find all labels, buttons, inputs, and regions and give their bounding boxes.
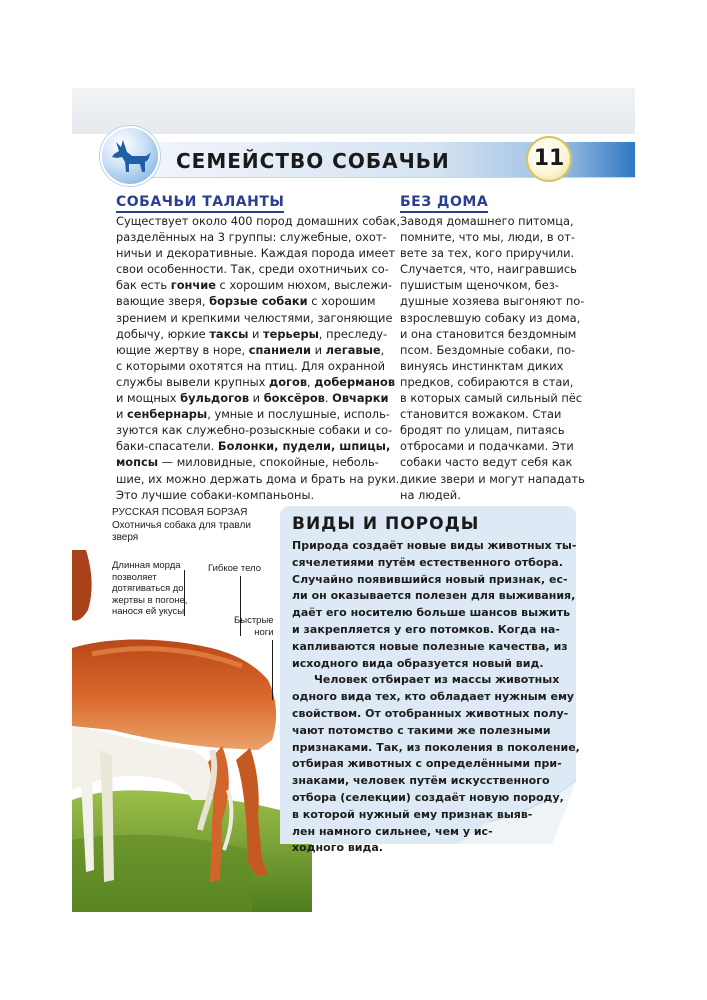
talents-text-line: зрением и крепкими челюстями, загоняющие [116, 310, 393, 325]
homeless-text-line: помните, что мы, люди, в от- [400, 230, 575, 245]
page-number: 11 [526, 136, 572, 182]
info-box-heading: ВИДЫ И ПОРОДЫ [292, 514, 480, 534]
homeless-text-line: отбросами и подачками. Эти [400, 439, 574, 454]
talents-text-line: с которыми охотятся на птиц. Для охранной [116, 358, 386, 373]
info-text-line: ли он оказывается полезен для выживания, [292, 589, 576, 603]
homeless-text-line: Случается, что, наигравшись [400, 262, 577, 277]
homeless-text-line: душные хозяева выгоняют по- [400, 294, 585, 309]
label-fast-legs [234, 615, 274, 638]
label-muzzle-line: дотягиваться до [112, 583, 184, 594]
homeless-text-line: бродят по улицам, питаясь [400, 423, 565, 438]
talents-text [116, 213, 400, 503]
homeless-text [400, 213, 585, 503]
homeless-text-line: псом. Бездомные собаки, по- [400, 342, 576, 357]
homeless-text-line: предков, собираются в стаи, [400, 374, 574, 389]
talents-text-line: добычу, юркие таксы и терьеры, преследу- [116, 326, 388, 341]
talents-text-line: разделённых на 3 группы: служебные, охот- [116, 230, 387, 245]
info-text-line: знаками, человек путём искусственного [292, 774, 550, 788]
talents-text-line: бак есть гончие с хорошим нюхом, выслежи- [116, 278, 393, 293]
info-text-line: одного вида тех, кто обладает нужным ему [292, 690, 575, 704]
homeless-text-line: на людей. [400, 487, 461, 502]
homeless-text-line: взрослевшую собаку из дома, [400, 310, 581, 325]
info-text-line: лен намного сильнее, чем у ис- [292, 824, 493, 838]
label-flexible-body [208, 563, 261, 575]
label-muzzle-line: жертвы в погоне, [112, 594, 188, 606]
info-text-line: и закрепляется у его потомков. Когда на- [292, 622, 560, 636]
figure-caption [112, 507, 251, 545]
talents-text-line: вающие зверя, борзые собаки с хорошим [116, 294, 376, 309]
talents-text-line: шие, их можно держать дома и брать на руки. [116, 471, 400, 486]
label-body-line: Гибкое тело [208, 563, 261, 574]
info-text-line: Человек отбирает из массы животных [314, 673, 560, 687]
label-legs-line: Быстрые [234, 615, 274, 626]
label-muzzle-line: позволяет [112, 571, 157, 583]
header-badge [100, 126, 160, 186]
page-title: СЕМЕЙСТВО СОБАЧЬИ [176, 149, 450, 173]
dog-silhouette-icon [108, 138, 154, 176]
talents-text-line: Это лучшие собаки-компаньоны. [116, 487, 315, 502]
homeless-text-line: винуясь инстинктам диких [400, 358, 564, 373]
homeless-text-line: в которых самый сильный пёс [400, 391, 583, 406]
homeless-text-line: пушистым щеночком, без- [400, 278, 559, 293]
talents-text-line: мопсы — миловидные, спокойные, неболь- [116, 455, 379, 470]
talents-text-line: и мощных бульдогов и боксёров. Овчарки [116, 391, 389, 406]
homeless-text-line: и она становится бездомным [400, 326, 577, 341]
talents-text-line: баки-спасатели. Болонки, пудели, шпицы, [116, 439, 391, 454]
homeless-text-line: вете за тех, кого приручили. [400, 246, 575, 261]
section-heading-homeless: БЕЗ ДОМА [400, 194, 488, 213]
info-box-text [292, 538, 580, 857]
label-long-muzzle [112, 560, 187, 618]
caption-subtitle-cont: зверя [112, 532, 139, 543]
talents-text-line: ничьи и декоративные. Каждая порода имеет [116, 246, 396, 261]
caption-title: РУССКАЯ ПСОВАЯ БОРЗАЯ [112, 507, 248, 518]
borzoi-illustration [72, 550, 312, 912]
info-text-line: ходного вида. [292, 841, 383, 855]
info-text-line: признаками. Так, из поколения в поколение, [292, 740, 580, 754]
borzoi-drawing [72, 550, 312, 912]
info-text-line: Случайно появившийся новый признак, ес- [292, 572, 568, 586]
talents-text-line: службы вывели крупных догов, доберманов [116, 374, 396, 389]
homeless-text-line: дикие звери и могут нападать [400, 471, 585, 486]
info-text-line: отбирая животных с определёнными при- [292, 757, 562, 771]
info-text-line: капливаются новые полезные качества, из [292, 639, 568, 653]
info-text-line: сячелетиями путём естественного отбора. [292, 555, 563, 569]
top-band [72, 88, 635, 134]
caption-subtitle: Охотничья собака для травли [112, 519, 251, 531]
label-muzzle-line: Длинная морда [112, 560, 181, 571]
info-text-line: в которой нужный ему признак выяв- [292, 807, 533, 821]
label-legs-line: ноги [254, 626, 274, 638]
legs-leader-line [272, 640, 273, 700]
talents-text-line: свои особенности. Так, среди охотничьих со- [116, 262, 389, 277]
talents-text-line: и сенбернары, умные и послушные, исполь- [116, 407, 390, 422]
label-muzzle-line: нанося ей укусы [112, 606, 185, 617]
talents-text-line: зуются как служебно-розыскные собаки и со- [116, 423, 393, 438]
info-text-line: Природа создаёт новые виды животных ты- [292, 539, 577, 552]
info-text-line: свойством. От отобранных животных полу- [292, 706, 569, 720]
info-text-line: чают потомство с такими же полезными [292, 723, 551, 737]
talents-text-line: ющие жертву в норе, спаниели и легавые, [116, 342, 385, 357]
info-text-line: даёт его носителю больше шансов выжить [292, 606, 571, 620]
homeless-text-line: становится вожаком. Стаи [400, 407, 562, 422]
talents-text-line: Существует около 400 пород домашних собак, [116, 214, 400, 228]
section-heading-talents: СОБАЧЬИ ТАЛАНТЫ [116, 194, 284, 213]
homeless-text-line: собаки часто ведут себя как [400, 455, 573, 470]
info-text-line: исходного вида образуется новый вид. [292, 656, 544, 670]
info-text-line: отбора (селекции) создаёт новую породу, [292, 790, 564, 804]
homeless-text-line: Заводя домашнего питомца, [400, 214, 574, 228]
book-page [72, 88, 635, 912]
